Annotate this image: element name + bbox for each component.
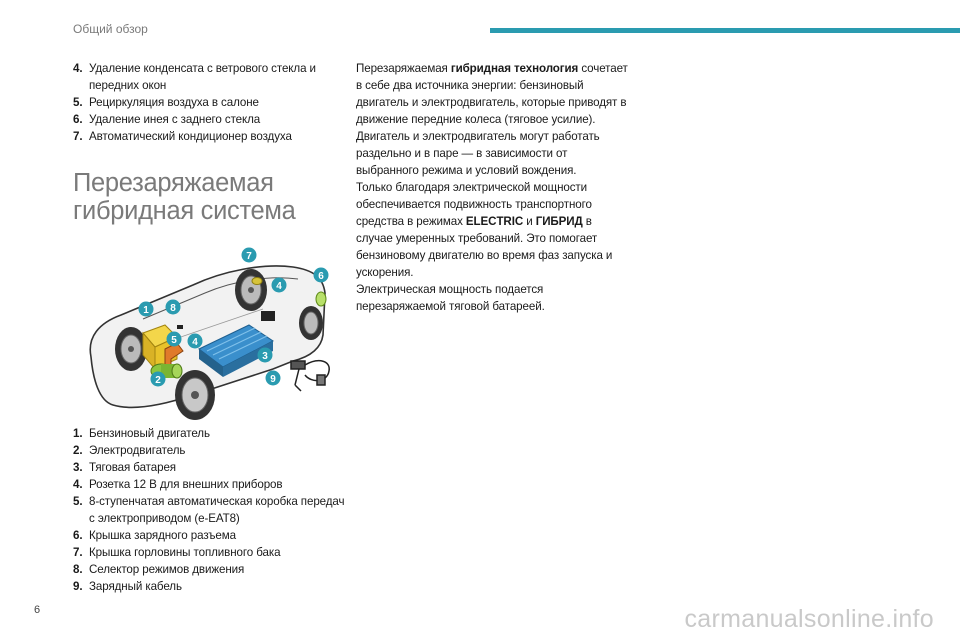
item-number: 4. <box>73 478 83 491</box>
item-text: Розетка 12 В для внешних приборов <box>89 478 283 491</box>
bold-term: ELECTRIC <box>465 215 524 228</box>
item-number: 7. <box>73 546 83 559</box>
callout-label: 3 <box>262 351 268 362</box>
list-item <box>73 94 348 111</box>
item-number: 1. <box>73 427 83 440</box>
callout-5 <box>167 332 182 347</box>
item-number: 7. <box>73 130 83 143</box>
item-text: Зарядный кабель <box>89 580 182 593</box>
charging-cable <box>291 361 329 391</box>
item-number: 5. <box>73 495 83 508</box>
list-item <box>73 561 348 578</box>
item-text: Рециркуляция воздуха в салоне <box>89 96 259 109</box>
item-text: Крышка горловины топливного бака <box>89 546 281 559</box>
section-title: Перезаряжаемая гибридная система <box>73 169 296 225</box>
item-text: Тяговая батарея <box>89 461 176 474</box>
top-list <box>73 60 348 145</box>
callout-label: 2 <box>155 375 161 386</box>
list-item <box>73 111 348 128</box>
list-item <box>73 60 348 94</box>
item-text: 8-ступенчатая автоматическая коробка передач с электроприводом (e-EAT8) <box>89 495 345 525</box>
text-run: и <box>523 215 536 228</box>
header-title: Общий обзор <box>73 22 148 36</box>
callout-label: 1 <box>143 305 149 316</box>
item-text: Удаление инея с заднего стекла <box>89 113 261 126</box>
rear-wheel-right <box>235 269 267 311</box>
callout-3 <box>258 348 273 363</box>
callout-8 <box>166 300 181 315</box>
list-item <box>73 493 348 527</box>
callout-label: 5 <box>171 335 177 346</box>
callout-label: 4 <box>192 337 198 348</box>
front-wheel-right <box>175 370 215 420</box>
callout-2 <box>151 372 166 387</box>
charging-flap <box>316 292 326 306</box>
item-number: 6. <box>73 529 83 542</box>
callout-label: 6 <box>318 271 324 282</box>
text-run: Только благодаря электрической мощности обеспечивается подвижность транспортного средства в режимах <box>356 181 592 228</box>
item-number: 3. <box>73 461 83 474</box>
list-item <box>73 544 348 561</box>
item-number: 5. <box>73 96 83 109</box>
text-run: Перезаряжаемая <box>356 62 451 75</box>
list-item <box>73 128 348 145</box>
component-legend <box>73 425 348 595</box>
right-column <box>356 60 628 315</box>
list-item <box>73 527 348 544</box>
callout-label: 4 <box>276 281 282 292</box>
item-text: Электродвигатель <box>89 444 186 457</box>
callout-7 <box>242 248 257 263</box>
paragraph-battery: Электрическая мощность подается перезаряжаемой тяговой батареей. <box>356 283 545 313</box>
list-item <box>73 425 348 442</box>
left-column <box>73 60 348 595</box>
item-number: 2. <box>73 444 83 457</box>
item-number: 8. <box>73 563 83 576</box>
fuel-flap <box>252 278 262 285</box>
item-number: 6. <box>73 113 83 126</box>
item-number: 4. <box>73 62 83 75</box>
front-wheel-left <box>115 327 147 371</box>
selector-device <box>177 325 183 329</box>
page-number: 6 <box>34 604 41 616</box>
callout-label: 7 <box>246 251 252 262</box>
list-item <box>73 459 348 476</box>
item-text: Удаление конденсата с ветрового стекла и передних окон <box>89 62 316 92</box>
header-accent-bar <box>490 28 960 33</box>
item-text: Автоматический кондиционер воздуха <box>89 130 292 143</box>
callout-label: 8 <box>170 303 176 314</box>
text-run: в случае умеренных требований. Это помогает бензиновому двигателю во время фаз запуска и ускорения. <box>356 215 613 279</box>
callout-label: 9 <box>270 374 276 385</box>
callout-6 <box>314 268 329 283</box>
callout-1 <box>139 302 154 317</box>
bold-term: ГИБРИД <box>535 215 583 228</box>
paragraph-electric-power <box>356 179 628 281</box>
watermark: carmanualsonline.info <box>684 605 934 633</box>
list-item <box>73 578 348 595</box>
text-run: сочетает в себе два источника энергии: бензиновый двигатель и электродвигатель, которые приводят в движение передние колеса (тяговое усилие). <box>356 62 628 126</box>
item-text: Селектор режимов движения <box>89 563 245 576</box>
hybrid-system-diagram <box>73 245 348 420</box>
rear-wheel-left <box>299 306 323 340</box>
socket-12v <box>261 311 275 321</box>
list-item <box>73 442 348 459</box>
item-text: Крышка зарядного разъема <box>89 529 236 542</box>
callout-4-upper <box>272 278 287 293</box>
paragraph-engines: Двигатель и электродвигатель могут работать раздельно и в паре — в зависимости от выбранного режима и условий вождения. <box>356 130 600 177</box>
bold-term: гибридная технология <box>450 62 579 75</box>
list-item <box>73 476 348 493</box>
callout-4-lower <box>188 334 203 349</box>
callout-9 <box>266 371 281 386</box>
item-text: Бензиновый двигатель <box>89 427 210 440</box>
item-number: 9. <box>73 580 83 593</box>
paragraph-hybrid-technology <box>356 60 628 128</box>
